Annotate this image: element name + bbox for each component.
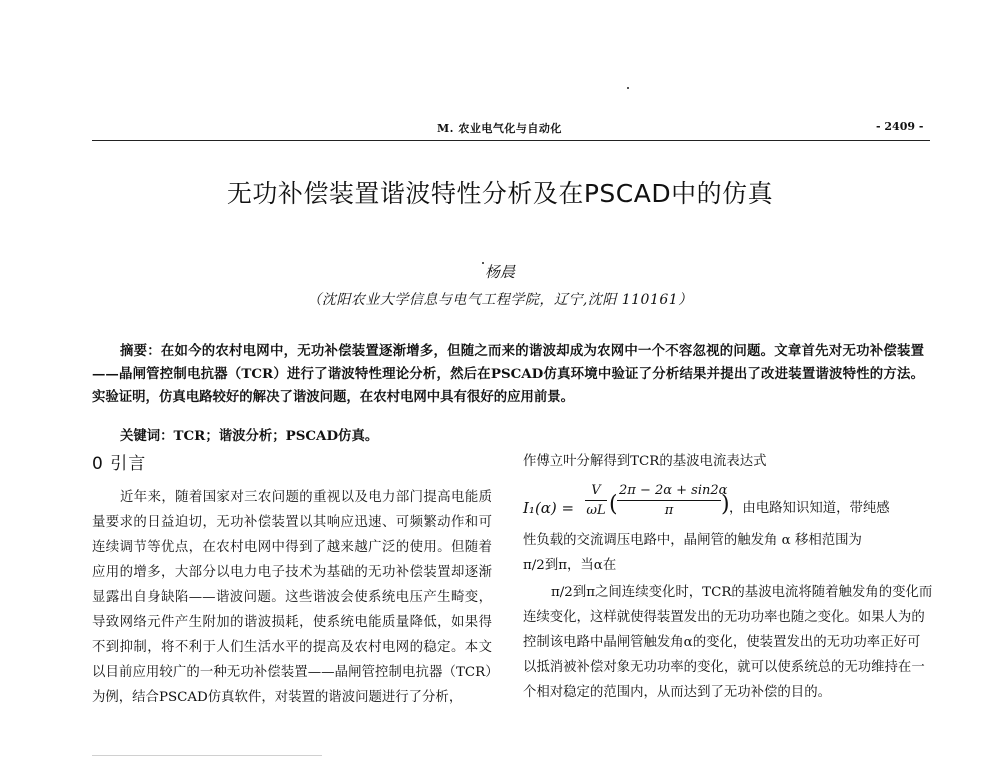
intro-paragraph: 近年来，随着国家对三农问题的重视以及电力部门提高电能质量要求的日益迫切，无功补偿装置以其响应迅速、可频繁动作和可连续调节等优点，在农村电网中得到了越来越广泛的使用。但随着应用的增多，大部分以电力电子技术为基础的无功补偿装置却逐渐显露出自身缺陷——谐波问题。这些谐波会使系统电压产生畸变，导致网络元件产生附加的谐波损耗，使系统电能质量降低，如果得不到抑制，将不利于人们生活水平的提高及农村电网的稳定。本文以目前应用较广的一种无功补偿装置——晶闸管控制电抗器（TCR）为例，结合PSCAD仿真软件，对装置的谐波问题进行了分析， xyxy=(92,490,492,705)
close-paren: ) xyxy=(721,492,730,517)
keywords: 关键词：TCR；谐波分析；PSCAD仿真。 xyxy=(120,428,379,444)
right-line-3: π/2到π，当α在 xyxy=(523,558,617,573)
formula-intro: 作傅立叶分解得到TCR的基波电流表达式 xyxy=(523,454,767,469)
journal-header: M. 农业电气化与自动化 xyxy=(437,122,562,135)
formula-lhs: I₁(α) = xyxy=(523,499,575,517)
right-line-2: 性负载的交流调压电路中，晶闸管的触发角 α 移相范围为 xyxy=(523,533,862,548)
formula-fraction-1 xyxy=(585,482,607,521)
fraction-2-denominator: π xyxy=(664,503,674,518)
author-name: 杨晨 xyxy=(484,263,515,281)
header-rule xyxy=(92,140,930,141)
formula-tail-text: ，由电路知识知道，带纯感 xyxy=(729,501,890,516)
paper-title: 无功补偿装置谐波特性分析及在PSCAD中的仿真 xyxy=(226,179,774,208)
author-affiliation: （沈阳农业大学信息与电气工程学院，辽宁,沈阳 110161） xyxy=(307,292,693,308)
section-heading: 0 引言 xyxy=(92,454,147,474)
right-paragraph: π/2到π之间连续变化时，TCR的基波电流将随着触发角的变化而连续变化，这样就使得装置发出的无功功率也随之变化。如果人为的控制该电路中晶闸管触发角α的变化，使装置发出的无功功率正好可以抵消被补偿对象无功功率的变化，就可以使系统总的无功维持在一个相对稳定的范围内，从而达到了无功补偿的目的。 xyxy=(523,585,933,700)
formula-fraction-2 xyxy=(617,482,728,521)
fraction-1-numerator: V xyxy=(585,482,607,501)
page-number: - 2409 - xyxy=(876,120,924,133)
scan-speck xyxy=(627,87,629,89)
abstract: 摘要：在如今的农村电网中，无功补偿装置逐渐增多，但随之而来的谐波却成为农网中一个不容忽视的问题。文章首先对无功补偿装置——晶闸管控制电抗器（TCR）进行了谐波特性理论分析，然后在PSCAD仿真环境中验证了分析结果并提出了改进装置谐波特性的方法。实验证明，仿真电路较好的解决了谐波问题，在农村电网中具有很好的应用前景。 xyxy=(92,343,924,405)
open-paren: ( xyxy=(609,492,618,517)
clipped-text-edge xyxy=(92,755,322,760)
right-column xyxy=(523,449,933,705)
fraction-2-numerator: 2π − 2α + sin2α xyxy=(617,482,721,501)
fundamental-current-formula xyxy=(523,483,933,528)
fraction-1-denominator: ωL xyxy=(586,503,606,518)
